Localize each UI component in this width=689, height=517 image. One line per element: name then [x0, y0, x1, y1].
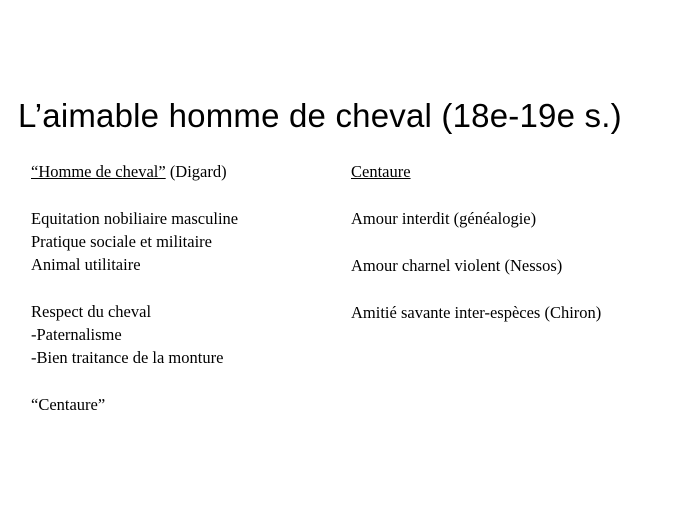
left-heading-source: (Digard): [165, 162, 227, 181]
left-column: [31, 160, 331, 416]
left-item: Pratique sociale et militaire: [31, 232, 212, 251]
left-closing: “Centaure”: [31, 395, 106, 414]
right-heading: Centaure: [351, 162, 411, 181]
slide-title: L’aimable homme de cheval (18e-19e s.): [18, 97, 622, 134]
right-item: Amitié savante inter-espèces (Chiron): [351, 303, 602, 322]
left-item: Respect du cheval: [31, 302, 152, 321]
left-item: Animal utilitaire: [31, 255, 141, 274]
left-item: Equitation nobiliaire masculine: [31, 209, 239, 228]
right-item: Amour interdit (généalogie): [351, 209, 537, 228]
right-column: [351, 160, 681, 324]
left-item: -Bien traitance de la monture: [31, 348, 224, 367]
left-heading-underlined: “Homme de cheval”: [31, 162, 166, 181]
right-item: Amour charnel violent (Nessos): [351, 256, 563, 275]
left-heading: [31, 160, 331, 183]
left-item: -Paternalisme: [31, 325, 122, 344]
